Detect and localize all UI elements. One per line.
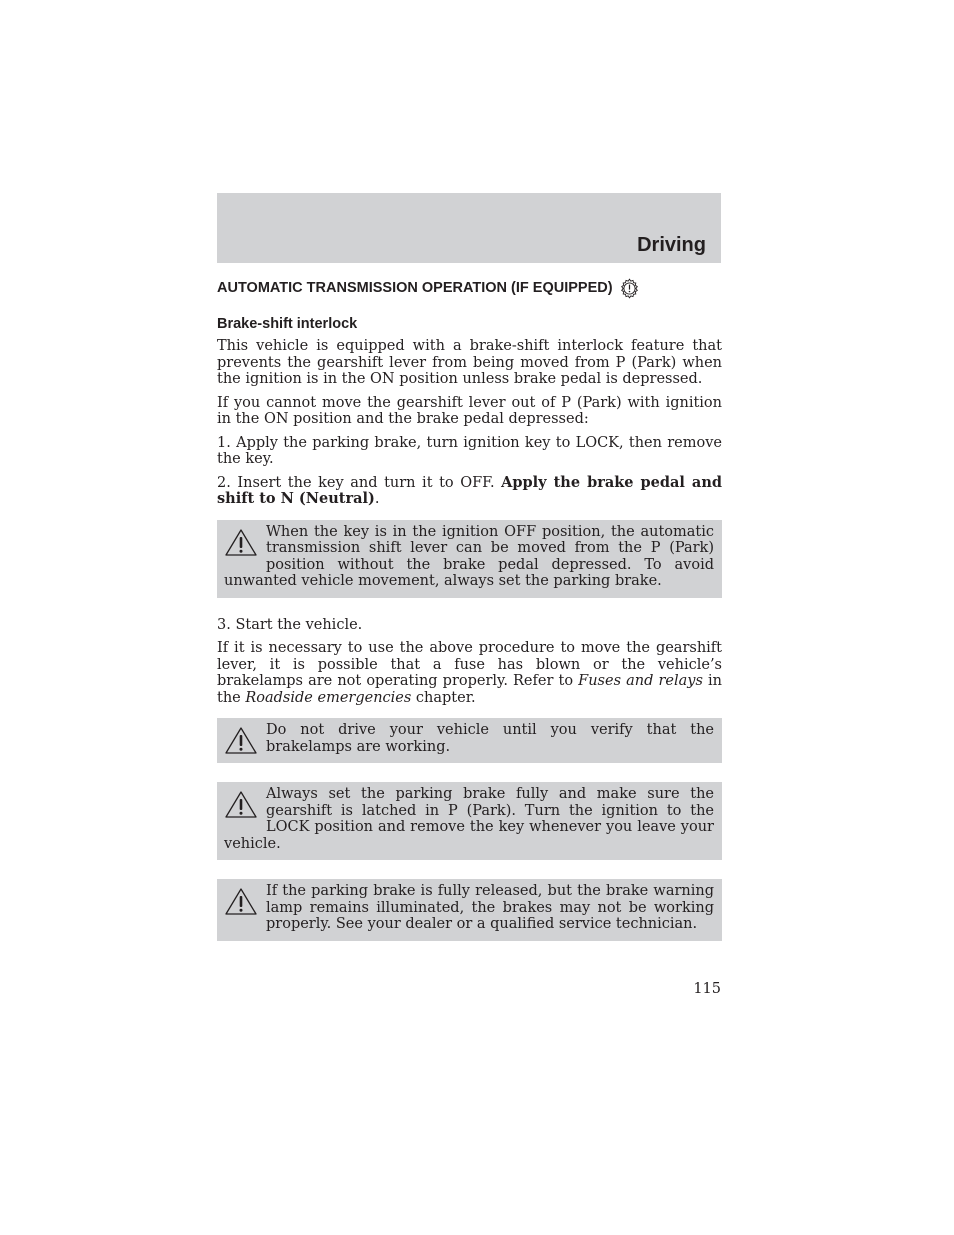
step-3: 3. Start the vehicle. bbox=[217, 616, 363, 633]
section-title-text: AUTOMATIC TRANSMISSION OPERATION (IF EQUIPPED) bbox=[217, 280, 613, 296]
paragraph-intro: This vehicle is equipped with a brake-shift interlock feature that prevents the gearshift lever from being moved from P (Park) when the ignition is in the ON position unless brake pedal is depressed. bbox=[217, 338, 722, 387]
fuse-note-ref-roadside: Roadside emergencies bbox=[245, 689, 412, 706]
warning-box-3 bbox=[217, 782, 722, 860]
fuse-note-text-c: chapter. bbox=[411, 689, 476, 706]
step-1: 1. Apply the parking brake, turn ignition key to LOCK, then remove the key. bbox=[217, 434, 722, 467]
step-2-bold: Apply the brake pedal and shift to N (Neutral) bbox=[217, 473, 722, 507]
step-2 bbox=[217, 475, 722, 508]
step-2-end: . bbox=[374, 491, 380, 507]
paragraph-fuse-note bbox=[217, 640, 722, 706]
warning-text-3: Always set the parking brake fully and make sure the gearshift is latched in P (Park). Turn the ignition to the LOCK position and remove the key whenever you leave your vehicle. bbox=[224, 786, 714, 852]
fuse-note-ref-fuses: Fuses and relays bbox=[578, 673, 703, 689]
subheading-brake-shift-interlock: Brake-shift interlock bbox=[217, 316, 358, 332]
page-number: 115 bbox=[693, 981, 721, 997]
fuse-note-text-a: If it is necessary to use the above procedure to move the gearshift lever, it is possible that a fuse has blown or the vehicle’s brakelamps are not operating properly. Refer to bbox=[217, 640, 722, 689]
warning-triangle-icon bbox=[224, 726, 258, 756]
warning-text-2: Do not drive your vehicle until you verify that the brakelamps are working. bbox=[266, 722, 714, 755]
warning-text-1: When the key is in the ignition OFF position, the automatic transmission shift lever can be moved from the P (Park) position without the brake pedal depressed. To avoid unwanted vehicle movement, always set the parking brake. bbox=[224, 523, 714, 589]
warning-triangle-icon bbox=[224, 790, 258, 820]
warning-triangle-icon bbox=[224, 528, 258, 558]
warning-box-2 bbox=[217, 718, 722, 763]
step-2-text: 2. Insert the key and turn it to OFF. bbox=[217, 474, 502, 491]
gear-icon bbox=[619, 278, 640, 299]
warning-text-4: If the parking brake is fully released, but the brake warning lamp remains illuminated, the brakes may not be working properly. See your dealer or a qualified service technician. bbox=[266, 883, 714, 932]
page-content bbox=[217, 277, 722, 960]
fuse-note-text-b: in the bbox=[217, 673, 722, 706]
warning-box-4 bbox=[217, 879, 722, 941]
warning-triangle-icon bbox=[224, 887, 258, 917]
chapter-header-band bbox=[217, 193, 721, 263]
chapter-title: Driving bbox=[637, 234, 706, 256]
warning-box-1 bbox=[217, 520, 722, 598]
section-title bbox=[217, 277, 722, 299]
paragraph-condition: If you cannot move the gearshift lever out of P (Park) with ignition in the ON position and the brake pedal depressed: bbox=[217, 394, 722, 427]
